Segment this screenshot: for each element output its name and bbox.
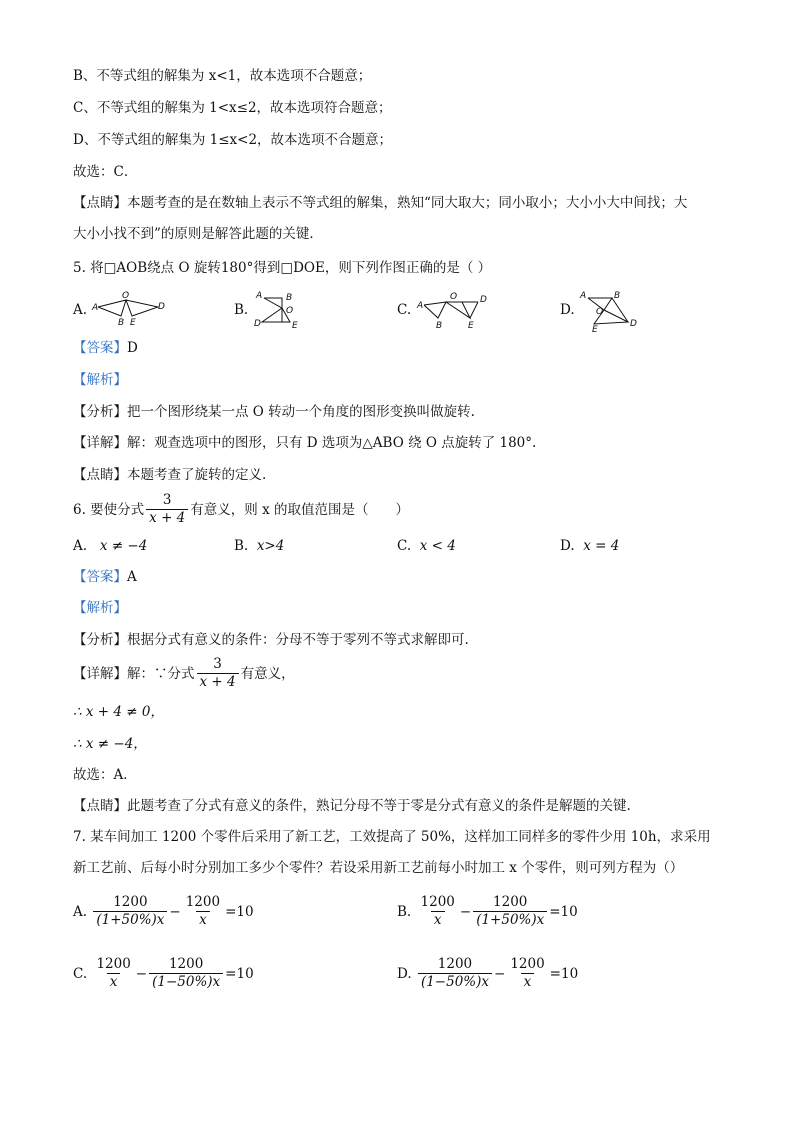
q6-stem-post: 有意义，则 x 的取值范围是（ ） (190, 501, 409, 518)
q6-frac-den: x + 4 (146, 509, 188, 527)
minus-sign: − (494, 965, 506, 982)
label-b: B (436, 321, 443, 331)
q6-detail-post: 有意义， (240, 665, 295, 682)
label-a: A (256, 291, 263, 301)
frac-den: (1−50%)x (149, 973, 223, 991)
q5-stem: 5. 将□AOB绕点 O 旋转180°得到□DOE，则下列作图正确的是（ ） (73, 260, 492, 276)
q5-answer (73, 338, 138, 358)
q6-analysis-tag: 【解析】 (73, 600, 127, 616)
line-b: B、不等式组的解集为 x<1，故本选项不合题意； (73, 68, 372, 84)
q5-figure-c (414, 288, 496, 332)
frac-num: 1200 (437, 956, 473, 972)
q7-option-a (73, 894, 254, 929)
label-e: E (130, 318, 136, 328)
comment-line-2: 大小小找不到”的原则是解答此题的关键． (73, 226, 323, 242)
frac-num: 1200 (96, 956, 131, 972)
line-d: D、不等式组的解集为 1≤x<2，故本选项不合题意； (73, 132, 393, 148)
label-d: D (630, 319, 637, 329)
label-a: A (580, 291, 587, 301)
option-label: D. (397, 965, 412, 982)
label-d: D (158, 302, 165, 312)
option-label: C. (397, 538, 412, 554)
q6-option-c (397, 536, 456, 556)
option-text: x>4 (256, 538, 285, 554)
fraction-2 (149, 956, 223, 991)
label-a: A (417, 301, 424, 311)
frac-den: (1+50%)x (473, 911, 547, 929)
option-text: x = 4 (583, 538, 620, 554)
option-label: A. (73, 903, 88, 920)
line-c: C、不等式组的解集为 1<x≤2，故本选项符合题意； (73, 100, 392, 116)
frac-num: 1200 (510, 956, 545, 972)
fraction-1 (418, 956, 492, 991)
answer-tag: 【答案】 (73, 569, 127, 585)
option-label: C. (73, 965, 88, 982)
q7-option-c (73, 956, 254, 991)
frac-num: 1200 (420, 894, 455, 910)
q6-option-d (560, 536, 619, 556)
fraction-1 (93, 894, 167, 929)
label-d: D (254, 319, 261, 329)
q5-comment: 【点睛】本题考查了旋转的定义. (73, 467, 267, 483)
label-b: B (286, 293, 293, 303)
label-o: O (122, 291, 130, 301)
minus-sign: − (169, 903, 181, 920)
q6-detail (73, 656, 295, 691)
minus-sign: − (459, 903, 472, 920)
fraction-1 (418, 894, 458, 929)
q7-stem-1: 7. 某车间加工 1200 个零件后采用了新工艺，工效提高了 50%，这样加工同样多的零件少用 10h，求采用 (73, 829, 711, 845)
label-b: B (118, 318, 125, 328)
fraction-2 (183, 894, 223, 929)
q6-choose: 故选：A． (73, 767, 137, 783)
option-text: x < 4 (419, 538, 456, 554)
q6-step-1: ∴ x + 4 ≠ 0， (73, 704, 164, 720)
frac-num: 1200 (113, 894, 148, 910)
comment-line-1: 【点睛】本题考查的是在数轴上表示不等式组的解集，熟知“同大取大；同小取小；大小小大中间找；大 (73, 195, 688, 211)
q5-option-a-label: A. (73, 302, 88, 318)
frac-den: (1+50%)x (93, 911, 167, 929)
q6-detail-frac-num: 3 (213, 656, 222, 672)
q7-stem-2: 新工艺前、后每小时分别加工多少个零件？若设采用新工艺前每小时加工 x 个零件，则可列方程为（） (73, 860, 684, 876)
q6-stem-pre: 6. 要使分式 (73, 501, 145, 518)
q6-answer (73, 567, 137, 587)
option-label: B. (234, 538, 249, 554)
frac-den: (1−50%)x (418, 973, 492, 991)
q5-option-c-label: C. (397, 302, 412, 318)
label-o: O (596, 307, 604, 317)
frac-num: 1200 (168, 956, 204, 972)
q5-option-b-label: B. (234, 302, 249, 318)
q6-option-b (234, 536, 284, 556)
label-a: A (92, 303, 99, 313)
fraction-2 (473, 894, 547, 929)
answer-value: D (127, 340, 138, 356)
label-o: O (286, 306, 294, 316)
label-o: O (450, 292, 458, 302)
option-text: x ≠ −4 (99, 538, 148, 554)
minus-sign: − (135, 965, 148, 982)
q6-detail-pre: 【详解】解：∵分式 (73, 665, 195, 682)
choose-c: 故选：C． (73, 164, 138, 180)
q6-comment: 【点睛】此题考查了分式有意义的条件，熟记分母不等于零是分式有意义的条件是解题的关键. (73, 798, 631, 814)
frac-num: 1200 (493, 894, 528, 910)
answer-value: A (127, 569, 137, 585)
frac-den: x (196, 911, 210, 929)
label-e: E (468, 321, 474, 331)
label-d: D (480, 295, 487, 305)
q6-fenxi: 【分析】根据分式有意义的条件：分母不等于零列不等式求解即可. (73, 632, 469, 648)
frac-den: x (521, 973, 535, 991)
frac-den: x (107, 973, 121, 991)
option-label: D. (560, 538, 575, 554)
frac-den: x (431, 911, 445, 929)
answer-tag: 【答案】 (73, 340, 127, 356)
label-b: B (614, 291, 621, 301)
fraction-2 (507, 956, 547, 991)
q5-figure-d (578, 286, 642, 334)
q5-analysis-tag: 【解析】 (73, 372, 127, 388)
q6-detail-fraction (197, 656, 239, 691)
q6-step-2: ∴ x ≠ −4， (73, 736, 147, 752)
label-e: E (592, 325, 598, 334)
equation-rhs: =10 (225, 903, 254, 920)
frac-num: 1200 (185, 894, 221, 910)
q6-option-a (73, 536, 147, 556)
equation-rhs: =10 (549, 903, 578, 920)
q5-option-d-label: D. (560, 302, 575, 318)
q5-figure-a (90, 290, 170, 330)
q7-option-b (397, 894, 578, 929)
option-label: B. (397, 903, 412, 920)
q5-detail: 【详解】解：观查选项中的图形，只有 D 选项为△ABO 绕 O 点旋转了 180°. (73, 435, 537, 451)
q6-detail-frac-den: x + 4 (197, 673, 239, 691)
equation-rhs: =10 (225, 965, 254, 982)
q5-figure-b (252, 288, 312, 334)
q6-frac-num: 3 (162, 492, 172, 508)
q6-stem (73, 492, 409, 527)
option-label: A. (73, 538, 88, 554)
q5-fenxi: 【分析】把一个图形绕某一点 O 转动一个角度的图形变换叫做旋转. (73, 404, 475, 420)
fraction-1 (93, 956, 133, 991)
label-e: E (292, 321, 298, 331)
equation-rhs: =10 (549, 965, 579, 982)
q7-option-d (397, 956, 578, 991)
q6-fraction (146, 492, 188, 527)
